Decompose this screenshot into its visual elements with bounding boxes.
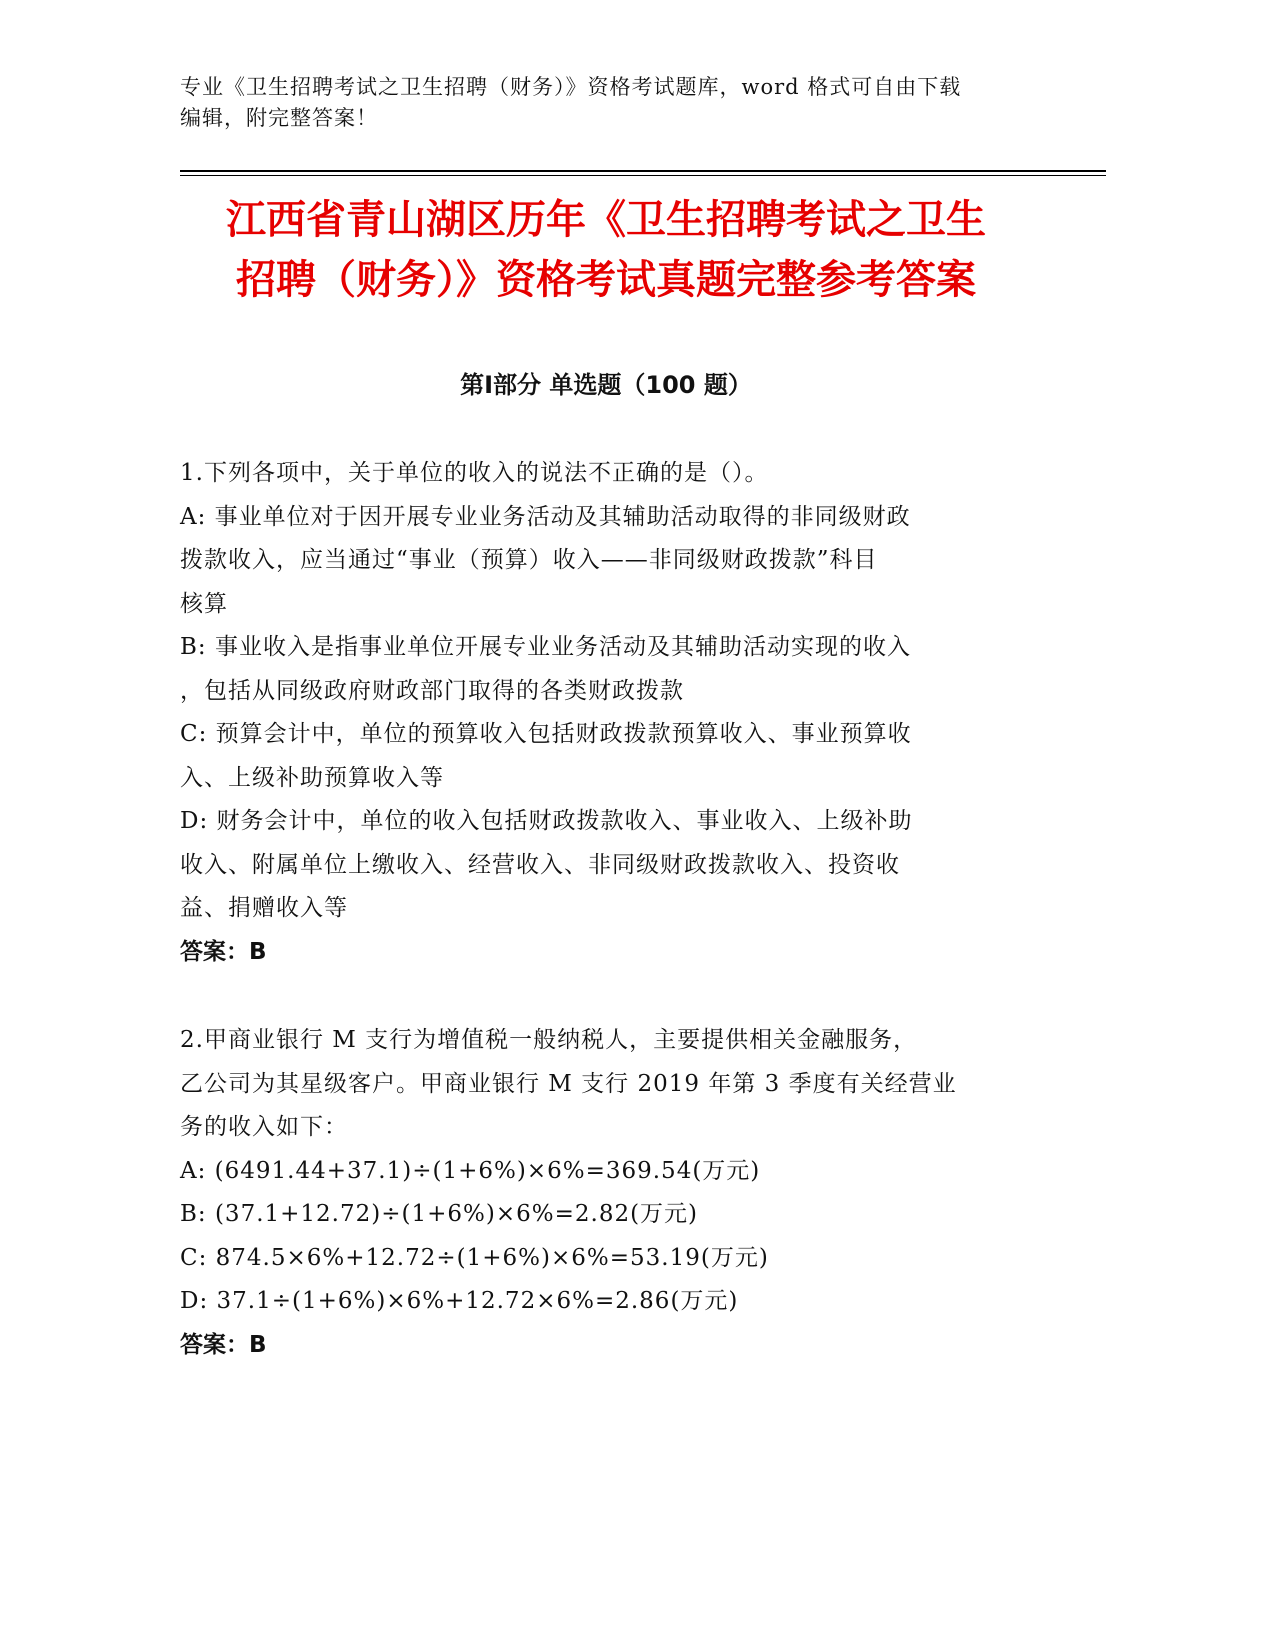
option-a-line: A: (6491.44+37.1)÷(1+6%)×6%=369.54(万元) <box>180 1157 761 1184</box>
header-divider-thin <box>180 175 1106 176</box>
option-a-line: A: 事业单位对于因开展专业业务活动及其辅助活动取得的非同级财政 <box>180 503 911 530</box>
option-b-line: B: 事业收入是指事业单位开展专业业务活动及其辅助活动实现的收入 <box>180 634 911 660</box>
option-d-line: 收入、附属单位上缴收入、经营收入、非同级财政拨款收入、投资收 <box>180 851 900 878</box>
question-block <box>180 452 1040 974</box>
question-block <box>180 1019 1040 1367</box>
option-c-line: C: 874.5×6%+12.72÷(1+6%)×6%=53.19(万元) <box>180 1244 769 1271</box>
option-b-line: B: (37.1+12.72)÷(1+6%)×6%=2.82(万元) <box>180 1201 699 1227</box>
answer-label: 答案：B <box>180 938 267 965</box>
question-stem: 2.甲商业银行 M 支行为增值税一般纳税人，主要提供相关金融服务， <box>180 1027 918 1053</box>
option-b-line: ，包括从同级政府财政部门取得的各类财政拨款 <box>180 677 684 704</box>
option-c-line: 入、上级补助预算收入等 <box>180 764 444 791</box>
document-title <box>150 190 1062 310</box>
question-stem: 务的收入如下： <box>180 1114 348 1140</box>
header-note <box>180 72 1040 134</box>
header-note-line-1: 专业《卫生招聘考试之卫生招聘（财务）》资格考试题库，word 格式可自由下载 <box>180 75 962 99</box>
option-a-line: 核算 <box>180 590 228 617</box>
header-note-line-2: 编辑，附完整答案！ <box>180 106 378 130</box>
option-c-line: C: 预算会计中，单位的预算收入包括财政拨款预算收入、事业预算收 <box>180 721 912 747</box>
option-d-line: D: 财务会计中，单位的收入包括财政拨款收入、事业收入、上级补助 <box>180 808 913 834</box>
option-d-line: D: 37.1÷(1+6%)×6%+12.72×6%=2.86(万元) <box>180 1288 739 1314</box>
document-title-line-1: 江西省青山湖区历年《卫生招聘考试之卫生 <box>226 197 986 243</box>
answer-label: 答案：B <box>180 1331 267 1358</box>
header-divider-thick <box>180 170 1106 172</box>
option-a-line: 拨款收入，应当通过“事业（预算）收入——非同级财政拨款”科目 <box>180 547 878 573</box>
option-d-line: 益、捐赠收入等 <box>180 895 348 921</box>
question-stem: 乙公司为其星级客户。甲商业银行 M 支行 2019 年第 3 季度有关经营业 <box>180 1070 957 1097</box>
document-title-line-2: 招聘（财务）》资格考试真题完整参考答案 <box>236 257 976 303</box>
question-stem: 1.下列各项中，关于单位的收入的说法不正确的是（）。 <box>180 460 769 486</box>
section-heading: 第Ⅰ部分 单选题（100 题） <box>460 371 752 399</box>
